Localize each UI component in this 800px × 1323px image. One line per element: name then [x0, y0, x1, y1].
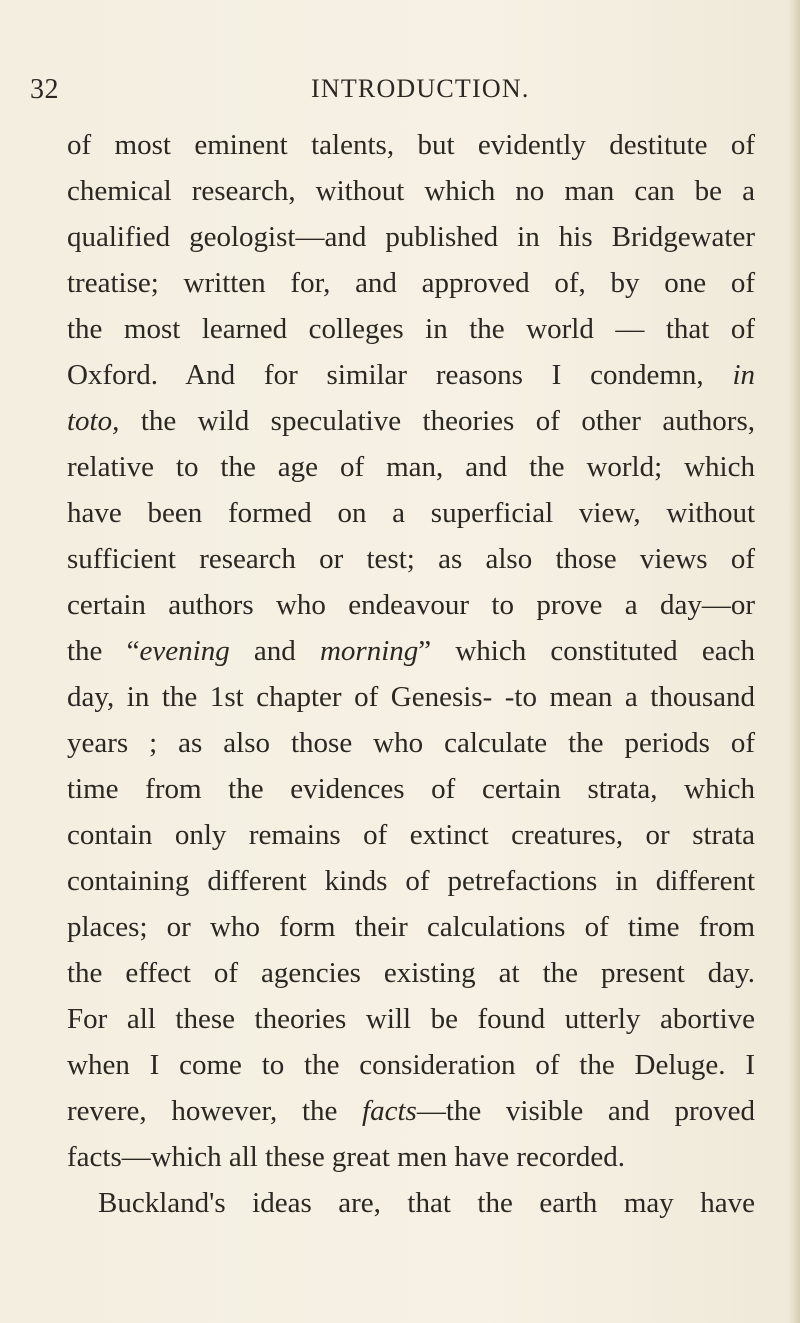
text-line-15: time from the evidences of certain strata, which	[67, 773, 755, 805]
body-paragraph	[67, 122, 755, 1226]
page-edge-shadow	[788, 0, 800, 1323]
italic-toto: toto,	[67, 405, 120, 437]
text-line-22-pre: revere, however, the	[67, 1095, 338, 1127]
italic-evening: evening	[139, 635, 230, 667]
text-line-19: the effect of agencies existing at the present day.	[67, 957, 755, 989]
text-line-13: day, in the 1st chapter of Genesis- -to mean a thousand	[67, 681, 755, 713]
text-line-5: the most learned colleges in the world — that of	[67, 313, 755, 345]
text-line-17: containing different kinds of petrefactions in different	[67, 865, 755, 897]
text-line-23: facts—which all these great men have recorded.	[67, 1141, 625, 1173]
text-line-1: of most eminent talents, but evidently destitute of	[67, 129, 755, 161]
text-line-21: when I come to the consideration of the Deluge. I	[67, 1049, 755, 1081]
text-line-6-roman: Oxford. And for similar reasons I condemn,	[67, 359, 704, 391]
running-title: INTRODUCTION.	[311, 74, 530, 103]
text-line-7	[67, 398, 755, 444]
text-line-11: certain authors who endeavour to prove a day—or	[67, 589, 755, 621]
text-line-22	[67, 1088, 755, 1134]
text-line-6	[67, 352, 755, 398]
italic-facts: facts	[362, 1095, 417, 1127]
text-line-10: sufficient research or test; as also those views of	[67, 543, 755, 575]
text-line-12	[67, 628, 755, 674]
text-line-16: contain only remains of extinct creatures, or strata	[67, 819, 755, 851]
text-line-7-roman: the wild speculative theories of other authors,	[140, 405, 755, 437]
text-line-12-pre: the “	[67, 635, 140, 667]
running-header	[0, 74, 800, 114]
text-line-8: relative to the age of man, and the world; which	[67, 451, 755, 483]
italic-in: in	[732, 359, 756, 391]
text-line-9: have been formed on a superficial view, without	[67, 497, 755, 529]
text-line-18: places; or who form their calculations of time from	[67, 911, 755, 943]
text-line-22-post: —the visible and proved	[416, 1095, 755, 1127]
text-line-4: treatise; written for, and approved of, by one of	[67, 267, 755, 299]
text-line-24: Buckland's ideas are, that the earth may have	[98, 1187, 755, 1219]
text-line-12-and: and	[253, 635, 296, 667]
text-line-2: chemical research, without which no man can be a	[67, 175, 755, 207]
page-number: 32	[30, 74, 59, 105]
italic-morning: morning	[319, 635, 419, 667]
text-line-20: For all these theories will be found utterly abortive	[67, 1003, 755, 1035]
text-line-14: years ; as also those who calculate the periods of	[67, 727, 755, 759]
text-line-3: qualified geologist—and published in his Bridgewater	[67, 221, 755, 253]
text-line-12-post: ” which constituted each	[418, 635, 755, 667]
